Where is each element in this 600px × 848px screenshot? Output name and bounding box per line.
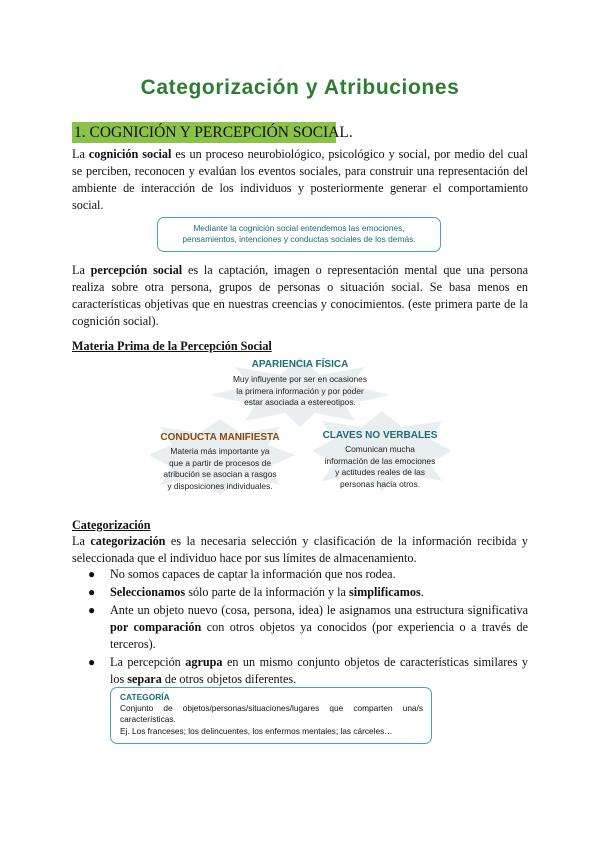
bold-term: Seleccionamos	[110, 585, 186, 599]
text-line: atribución se asocian a rasgos	[163, 469, 277, 480]
text-conducta-manifiesta	[150, 446, 290, 492]
percepcion-diagram	[150, 355, 450, 510]
paragraph-categorizacion	[72, 533, 528, 567]
text-line: estar asociada a estereotipos.	[244, 397, 356, 408]
section-heading-cognicion: 1. COGNICIÓN Y PERCEPCIÓN SOCIAL.	[74, 124, 353, 141]
bullet-list-categorizacion	[72, 566, 528, 689]
bold-term-categorizacion: categorización	[90, 534, 166, 548]
list-item	[72, 602, 528, 653]
text-apariencia-fisica	[205, 374, 395, 409]
bullet-icon: ●	[88, 585, 96, 599]
text: sólo parte de la información y la	[185, 585, 349, 599]
text: es la necesaria selección y clasificación de la información recibida y seleccionada que el individuo hace por sus límites de almacenamiento.	[72, 534, 529, 565]
text-line: la primera información y por poder	[236, 385, 364, 396]
text-line: Materia más importante ya	[170, 446, 270, 456]
bold-term: por comparación	[110, 620, 202, 634]
bold-term: simplificamos	[348, 585, 421, 599]
text-line: información de las emociones	[324, 455, 436, 466]
categoria-title: CATEGORÍA	[120, 692, 170, 702]
text: es un proceso neurobiológico, psicológico y social, por medio del cual se perciben, reconocen y evalúan los eventos sociales, para construir una representación del ambiente de interacción de los individuos y posteriormente generar el comportamiento social.	[72, 147, 528, 212]
text: con otros objetos ya conocidos (por experiencia o a través de terceros).	[110, 620, 529, 651]
subheading-categorizacion: Categorización	[72, 518, 151, 532]
bold-term-cognicion-social: cognición social	[88, 147, 172, 161]
text-line: Muy influyente por ser en ocasiones	[232, 374, 368, 384]
text-line: y disposiciones individuales.	[167, 480, 273, 491]
text: Ante un objeto nuevo (cosa, persona, idea) le asignamos una estructura significativa	[110, 603, 528, 617]
categoria-definition-box	[110, 687, 432, 744]
text: es la captación, imagen o representación mental que una persona realiza sobre otra persona, grupos de personas o situación social. Se basa menos en características objetivas que en nuestras creencias y conocimientos. (este primera parte de la cognición social).	[72, 263, 528, 328]
bold-term-percepcion-social: percepción social	[90, 263, 183, 277]
text: La	[72, 534, 91, 548]
text: de otros objetos diferentes.	[161, 672, 297, 686]
list-item	[72, 584, 528, 601]
paragraph-percepcion-social	[72, 262, 528, 330]
text: .	[420, 585, 424, 599]
callout-box-cognicion	[157, 217, 441, 252]
text: La	[72, 147, 89, 161]
bullet-icon: ●	[88, 655, 96, 669]
text-line: Comunican mucha	[345, 444, 415, 454]
label-apariencia-fisica: APARIENCIA FÍSICA	[251, 359, 349, 370]
text-claves-no-verbales	[310, 444, 450, 490]
text: en un mismo conjunto objetos de características similares y los	[110, 655, 529, 686]
callout-line: pensamientos, intenciones y conductas sociales de los demás.	[182, 234, 416, 244]
text-line: y actitudes reales de las	[335, 467, 425, 478]
list-item	[72, 654, 528, 688]
text-line: que a partir de procesos de	[169, 457, 271, 468]
bullet-icon: ●	[88, 603, 96, 617]
label-conducta-manifiesta: CONDUCTA MANIFIESTA	[160, 432, 280, 443]
text: La	[72, 263, 91, 277]
document-title: Categorización y Atribuciones	[140, 76, 460, 99]
paragraph-cognicion-social	[72, 146, 528, 214]
list-item	[72, 566, 528, 583]
categoria-examples: Ej. Los franceses; los delincuentes, los enfermos mentales; las cárceles…	[120, 725, 393, 736]
subheading-materia-prima: Materia Prima de la Percepción Social	[72, 339, 272, 353]
bold-term: separa	[127, 672, 162, 686]
text-line: personas hacia otros.	[339, 478, 421, 489]
text: La percepción	[110, 655, 186, 669]
callout-line: Mediante la cognición social entendemos las emociones,	[193, 223, 405, 233]
label-claves-no-verbales: CLAVES NO VERBALES	[322, 430, 438, 441]
bold-term: agrupa	[185, 655, 223, 669]
bullet-icon: ●	[88, 567, 96, 581]
text: No somos capaces de captar la información que nos rodea.	[110, 567, 396, 581]
categoria-definition: Conjunto de objetos/personas/situaciones/lugares que comparten una/s características.	[120, 703, 423, 725]
